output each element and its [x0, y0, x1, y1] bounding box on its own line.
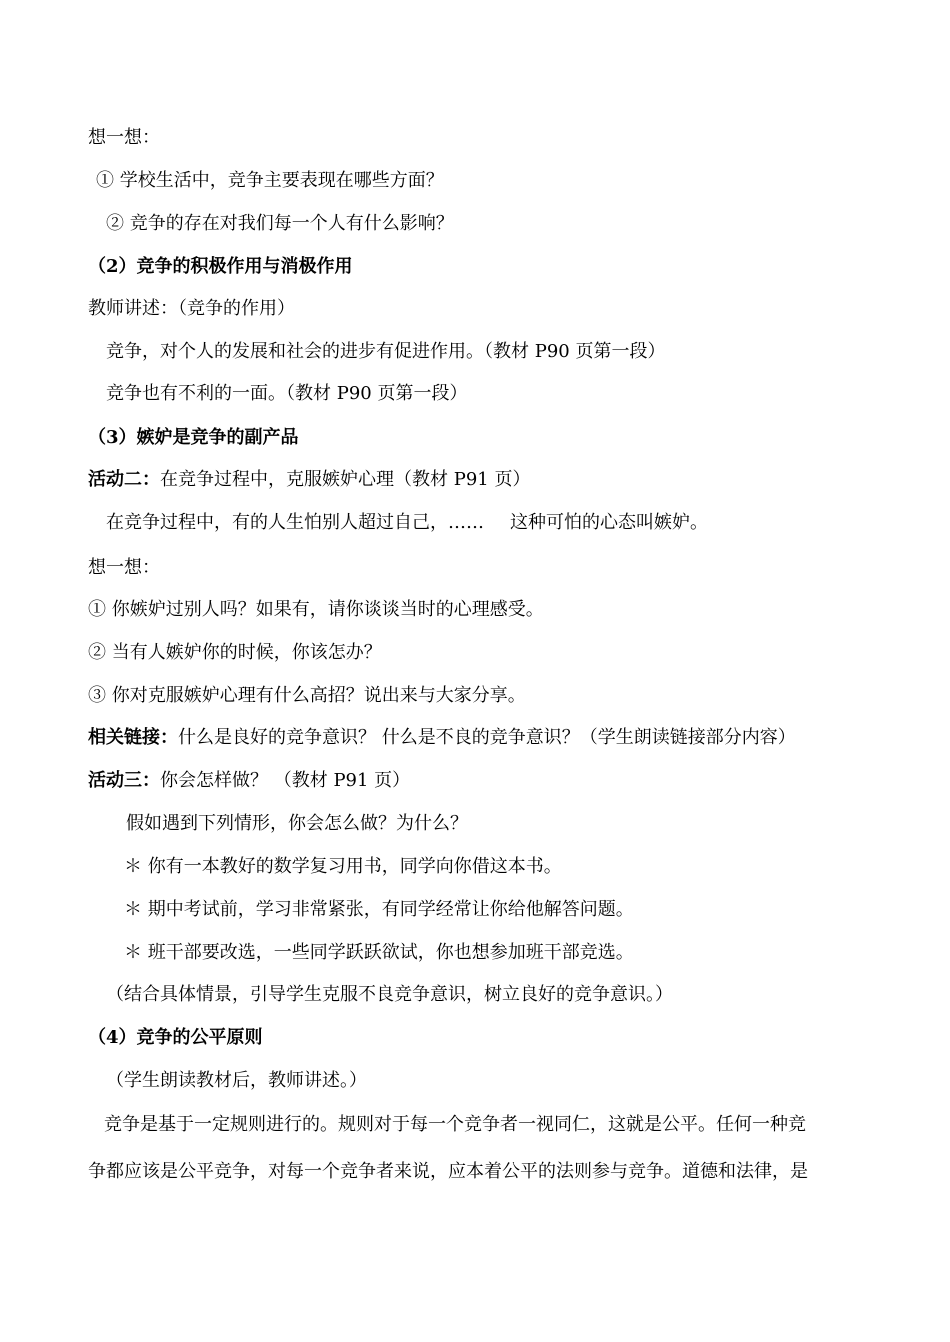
activity-two: 活动二：在竞争过程中，克服嫉妒心理（教材 P91 页） — [88, 469, 531, 490]
paragraph-fairness-1: 竞争是基于一定规则进行的。规则对于每一个竞争者一视同仁，这就是公平。任何一种竞 — [104, 1114, 806, 1135]
reading-note: （学生朗读教材后，教师讲述。） — [106, 1070, 367, 1091]
guidance-note: （结合具体情景，引导学生克服不良竞争意识，树立良好的竞争意识。） — [106, 984, 673, 1005]
question-5: ③ 你对克服嫉妒心理有什么高招？说出来与大家分享。 — [88, 685, 526, 706]
question-3: ① 你嫉妒过别人吗？如果有，请你谈谈当时的心理感受。 — [88, 599, 544, 620]
paragraph-competition-downside: 竞争也有不利的一面。（教材 P90 页第一段） — [106, 383, 468, 404]
question-4: ② 当有人嫉妒你的时候，你该怎办？ — [88, 642, 382, 663]
scenario-item-3: ＊ 班干部要改选，一些同学跃跃欲试，你也想参加班干部竞选。 — [124, 942, 634, 963]
think-heading-2: 想一想： — [88, 557, 160, 578]
question-1: ① 学校生活中，竞争主要表现在哪些方面？ — [96, 170, 444, 191]
related-link: 相关链接：什么是良好的竞争意识？ 什么是不良的竞争意识？（学生朗读链接部分内容） — [88, 727, 796, 748]
paragraph-fairness-2: 争都应该是公平竞争，对每一个竞争者来说，应本着公平的法则参与竞争。道德和法律，是 — [88, 1161, 808, 1182]
paragraph-competition-role: 竞争，对个人的发展和社会的进步有促进作用。（教材 P90 页第一段） — [106, 341, 666, 362]
question-2: ② 竞争的存在对我们每一个人有什么影响？ — [106, 213, 454, 234]
scenario-item-2: ＊ 期中考试前，学习非常紧张，有同学经常让你给他解答问题。 — [124, 899, 634, 920]
scenario-intro: 假如遇到下列情形，你会怎么做？为什么？ — [126, 813, 468, 834]
section-heading-4: （4）竞争的公平原则 — [88, 1027, 263, 1048]
section-heading-3: （3）嫉妒是竞争的副产品 — [88, 427, 299, 448]
section-heading-2: （2）竞争的积极作用与消极作用 — [88, 256, 353, 277]
paragraph-jealousy: 在竞争过程中，有的人生怕别人超过自己，…… 这种可怕的心态叫嫉妒。 — [106, 512, 708, 533]
scenario-item-1: ＊ 你有一本教好的数学复习用书，同学向你借这本书。 — [124, 856, 562, 877]
teacher-narration: 教师讲述：（竞争的作用） — [88, 298, 295, 319]
activity-three: 活动三：你会怎样做？ （教材 P91 页） — [88, 770, 411, 791]
think-heading-1: 想一想： — [88, 127, 160, 148]
